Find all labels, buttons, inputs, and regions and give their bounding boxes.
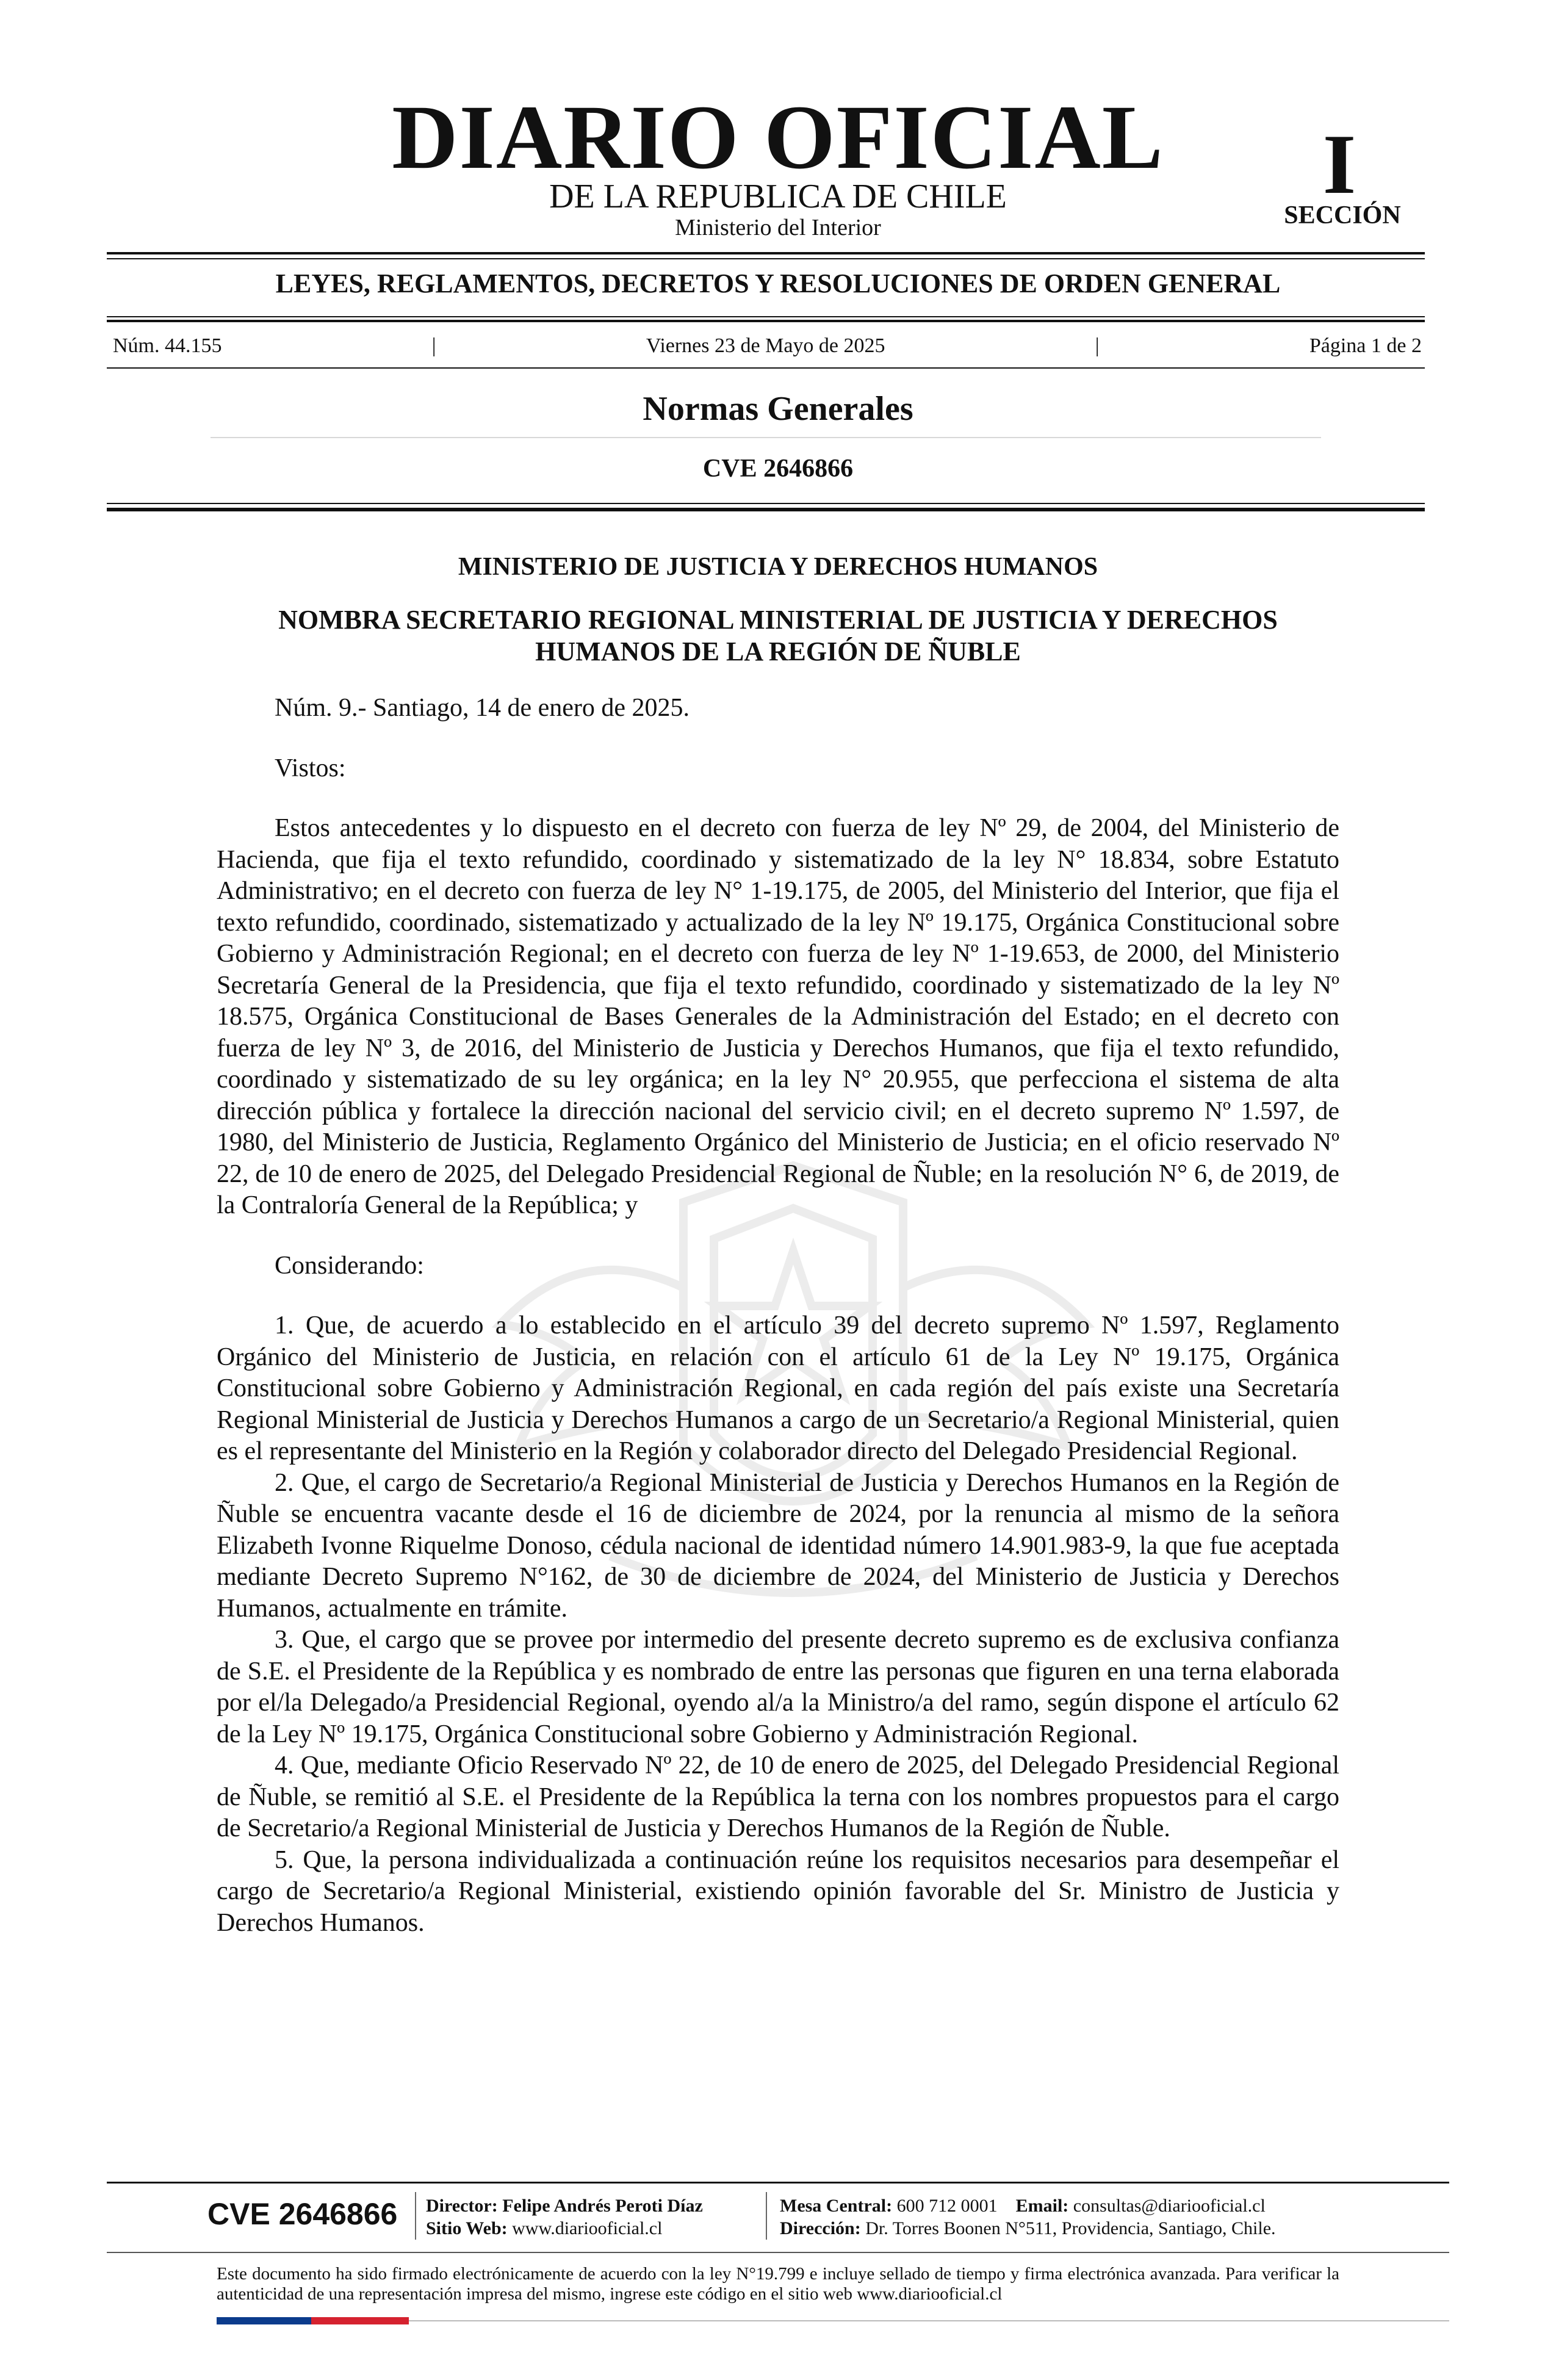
mesa-phone: 600 712 0001 (896, 2196, 998, 2216)
header-rule-top-thin (107, 258, 1425, 259)
category-heading: Normas Generales (643, 390, 913, 428)
decree-title (201, 604, 1355, 668)
footer-divider (415, 2192, 416, 2240)
footer-director-block (426, 2194, 703, 2240)
footer-divider (766, 2192, 767, 2240)
vistos-paragraph: Estos antecedentes y lo dispuesto en el decreto con fuerza de ley Nº 29, de 2004, del Ministerio de Hacienda, que fija el texto refundido, coordinado y sistematizado de la ley N° 18.834, sobre Estatuto Administrativo; en el decreto con fuerza de ley N° 1-19.175, de 2005, del Ministerio del Interior, que fija el texto refundido, coordinado, sistematizado y actualizado de la ley Nº 19.175, Orgánica Constitucional sobre Gobierno y Administración Regional; en el decreto con fuerza de ley Nº 1-19.653, de 2000, del Ministerio Secretaría General de la Presidencia, que fija el texto refundido, coordinado y sistematizado de la ley Nº 18.575, Orgánica Constitucional de Bases Generales de la Administración del Estado; en el decreto con fuerza de ley Nº 3, de 2016, del Ministerio de Justicia y Derechos Humanos, que fija el texto refundido, coordinado y sistematizado de su ley orgánica; en la ley N° 20.955, que perfecciona el sistema de alta dirección pública y fortalece la dirección nacional del servicio civil; en el decreto supremo Nº 1.597, de 1980, del Ministerio de Justicia, Reglamento Orgánico del Ministerio de Justicia; en el oficio reservado Nº 22, de 10 de enero de 2025, del Delegado Presidencial Regional de Ñuble; en la resolución N° 6, de 2019, de la Contraloría General de la República; y (217, 814, 1339, 1219)
document-ministry: MINISTERIO DE JUSTICIA Y DERECHOS HUMANOS (458, 553, 1098, 581)
mesa-label: Mesa Central: (780, 2196, 893, 2216)
masthead-ministry: Ministerio del Interior (675, 215, 881, 240)
document-body (217, 693, 1339, 1939)
issue-line (113, 333, 1422, 359)
email-label: Email: (1015, 2196, 1069, 2216)
footer-rule-middle (107, 2252, 1449, 2253)
vistos-label: Vistos: (275, 754, 346, 782)
issue-rule (107, 367, 1425, 369)
considerando-label: Considerando: (275, 1251, 424, 1280)
email-link[interactable]: consultas@diariooficial.cl (1073, 2196, 1266, 2216)
cve-code: CVE 2646866 (702, 455, 854, 483)
address-label: Dirección: (780, 2218, 861, 2238)
considerando-paragraph: 2. Que, el cargo de Secretario/a Regional Ministerial de Justicia y Derechos Humanos en la Región de Ñuble se encuentra vacante desde el 16 de diciembre de 2024, por la renuncia al mismo de la señora Elizabeth Ivonne Riquelme Donoso, cédula nacional de identidad número 14.901.983-9, la que fue aceptada mediante Decreto Supremo N°162, de 30 de diciembre de 2024, del Ministerio de Justicia y Derechos Humanos, actualmente en trámite. (217, 1468, 1339, 1623)
decree-title-line: NOMBRA SECRETARIO REGIONAL MINISTERIAL DE JUSTICIA Y DERECHOS (278, 605, 1278, 635)
considerando-paragraph: 5. Que, la persona individualizada a continuación reúne los requisitos necesarios para desempeñar el cargo de Secretario/a Regional Ministerial, existiendo opinión favorable del Sr. Ministro de Justicia y Derechos Humanos. (217, 1845, 1339, 1937)
masthead-subtitle: DE LA REPUBLICA DE CHILE (549, 178, 1007, 215)
director-name: Felipe Andrés Peroti Díaz (502, 2196, 703, 2216)
footer-notice: Este documento ha sido firmado electrónicamente de acuerdo con la ley N°19.799 e incluye sellado de tiempo y firma electrónica avanzada. Para verificar la autenticidad de una representación impresa del mismo, ingrese este código en el sitio web www.diariooficial.cl (217, 2264, 1339, 2304)
footer-contact-block (780, 2194, 1276, 2240)
director-label: Director: (426, 2196, 498, 2216)
footer-rule-top (107, 2182, 1449, 2183)
category-rule (211, 437, 1321, 438)
considerando-paragraph: 4. Que, mediante Oficio Reservado Nº 22, de 10 de enero de 2025, del Delegado Presidencial Regional de Ñuble, se remitió al S.E. el Presidente de la República la terna con los nombres propuestos para el cargo de Secretario/a Regional Ministerial de Justicia y Derechos Humanos de la Región de Ñuble. (217, 1751, 1339, 1842)
header-rule-bottom-thick (107, 320, 1425, 322)
footer-cve: CVE 2646866 (207, 2197, 398, 2231)
web-label: Sitio Web: (426, 2218, 508, 2238)
cve-rule-thin (107, 503, 1425, 504)
considerando-paragraph: 1. Que, de acuerdo a lo establecido en el artículo 39 del decreto supremo Nº 1.597, Reglamento Orgánico del Ministerio de Justicia, en relación con el artículo 61 de la Ley Nº 19.175, Orgánica Constitucional sobre Gobierno y Administración Regional, en cada región del país existe una Secretaría Regional Ministerial de Justicia y Derechos Humanos a cargo de un Secretario/a Regional Ministerial, quien es el representante del Ministerio en la Región y colaborador directo del Delegado Presidencial Regional. (217, 1311, 1339, 1465)
considerando-paragraph: 3. Que, el cargo que se provee por intermedio del presente decreto supremo es de exclusiva confianza de S.E. el Presidente de la República y es nombrado de entre las personas que figuren en una terna elaborada por el/la Delegado/a Presidencial Regional, oyendo al/a la Ministro/a del ramo, según dispone el artículo 62 de la Ley Nº 19.175, Orgánica Constitucional sobre Gobierno y Administración Regional. (217, 1626, 1339, 1748)
address-text: Dr. Torres Boonen N°511, Providencia, Santiago, Chile. (865, 2218, 1276, 2238)
issue-page: Página 1 de 2 (1309, 334, 1422, 357)
footer-rule-bottom (409, 2320, 1449, 2321)
masthead-title: DIARIO OFICIAL (392, 87, 1164, 188)
issue-date: Viernes 23 de Mayo de 2025 (646, 334, 885, 357)
section-label: SECCIÓN (1284, 201, 1401, 229)
dateline: Núm. 9.- Santiago, 14 de enero de 2025. (275, 694, 690, 722)
issue-separator: | (431, 334, 436, 357)
header-rule-bottom (107, 316, 1425, 317)
web-link[interactable]: www.diariooficial.cl (512, 2218, 663, 2238)
decree-title-line: HUMANOS DE LA REGIÓN DE ÑUBLE (535, 636, 1021, 666)
header-band: LEYES, REGLAMENTOS, DECRETOS Y RESOLUCIONES DE ORDEN GENERAL (275, 269, 1281, 298)
flag-bar-red (311, 2317, 409, 2324)
header-rule-top (107, 252, 1425, 254)
section-number: I (1322, 117, 1356, 212)
issue-number: Núm. 44.155 (113, 334, 222, 357)
flag-bar-blue (217, 2317, 311, 2324)
cve-rule-thick (107, 508, 1425, 511)
issue-separator: | (1095, 334, 1100, 357)
